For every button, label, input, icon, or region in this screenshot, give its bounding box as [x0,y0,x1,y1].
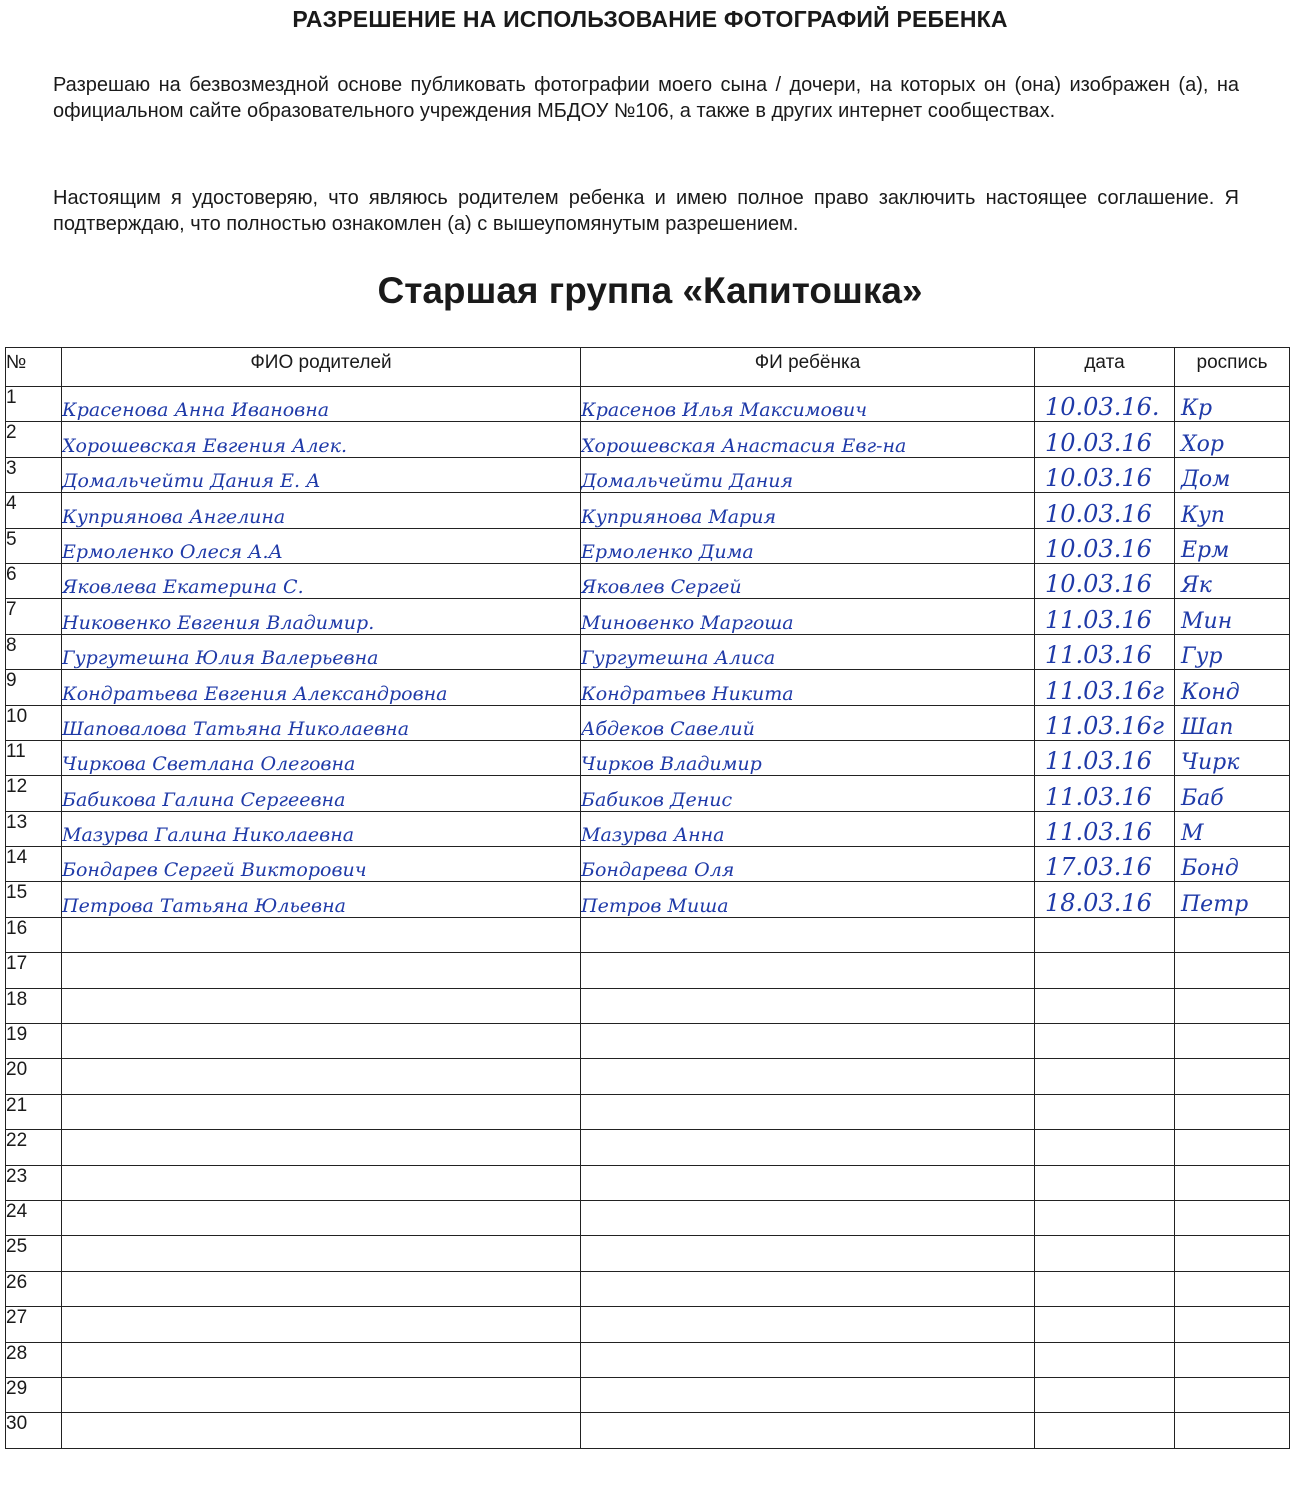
table-row [6,1413,1290,1448]
table-row [6,1200,1290,1235]
row-number: 14 [6,847,62,882]
date-cell [1035,1165,1175,1200]
date-cell [1035,1236,1175,1271]
date-cell: 11.03.16 [1035,776,1175,811]
row-number: 28 [6,1342,62,1377]
column-header-signature: роспись [1175,348,1290,387]
parent-name-cell [62,1236,581,1271]
signature-cell: Баб [1175,776,1290,811]
table-row [6,670,1290,705]
parent-name-cell: Петрова Татьяна Юльевна [62,882,581,917]
parent-name-cell [62,1165,581,1200]
table-row [6,705,1290,740]
row-number: 7 [6,599,62,634]
signature-cell: Кр [1175,387,1290,422]
date-cell [1035,917,1175,952]
parent-name-cell: Никовенко Евгения Владимир. [62,599,581,634]
column-header-child-name: ФИ ребёнка [581,348,1035,387]
date-cell: 11.03.16 [1035,811,1175,846]
row-number: 20 [6,1059,62,1094]
signature-cell [1175,1377,1290,1412]
child-name-cell [581,1200,1035,1235]
table-row [6,776,1290,811]
child-name-cell [581,1236,1035,1271]
child-name-cell: Миновенко Маргоша [581,599,1035,634]
signature-cell: М [1175,811,1290,846]
row-number: 9 [6,670,62,705]
date-cell: 18.03.16 [1035,882,1175,917]
signature-cell [1175,1271,1290,1306]
table-row [6,1342,1290,1377]
child-name-cell: Бондарева Оля [581,847,1035,882]
row-number: 2 [6,422,62,457]
date-cell [1035,1200,1175,1235]
consent-table [5,347,1290,1449]
table-row [6,1024,1290,1059]
parent-name-cell: Ермоленко Олеся А.А [62,528,581,563]
parent-name-cell: Чиркова Светлана Олеговна [62,740,581,775]
date-cell: 10.03.16 [1035,528,1175,563]
parent-name-cell: Мазурва Галина Николаевна [62,811,581,846]
signature-cell [1175,953,1290,988]
table-row [6,422,1290,457]
signature-cell [1175,1342,1290,1377]
signature-cell: Мин [1175,599,1290,634]
signature-cell [1175,1236,1290,1271]
table-row [6,563,1290,598]
permission-paragraph: Разрешаю на безвозмездной основе публиковать фотографии моего сына / дочери, на которых он (она) изображен (а), на официальном сайте образовательного учреждения МБДОУ №106, а также в других интернет сообществах. [53,74,1239,122]
table-row [6,1377,1290,1412]
signature-cell [1175,1413,1290,1448]
child-name-cell: Гургутешна Алиса [581,634,1035,669]
parent-name-cell: Бабикова Галина Сергеевна [62,776,581,811]
signature-cell: Хор [1175,422,1290,457]
table-row [6,634,1290,669]
parent-name-cell [62,1094,581,1129]
table-row [6,1271,1290,1306]
table-row [6,1165,1290,1200]
signature-cell: Бонд [1175,847,1290,882]
child-name-cell: Домальчейти Дания [581,457,1035,492]
date-cell [1035,1059,1175,1094]
table-row [6,493,1290,528]
date-cell [1035,1094,1175,1129]
date-cell: 10.03.16. [1035,387,1175,422]
signature-cell [1175,1307,1290,1342]
signature-cell [1175,988,1290,1023]
signature-cell [1175,1024,1290,1059]
column-header-parent-name: ФИО родителей [62,348,581,387]
date-cell: 10.03.16 [1035,457,1175,492]
date-cell [1035,1342,1175,1377]
child-name-cell [581,988,1035,1023]
row-number: 18 [6,988,62,1023]
parent-name-cell [62,1271,581,1306]
parent-name-cell [62,1413,581,1448]
row-number: 15 [6,882,62,917]
child-name-cell: Бабиков Денис [581,776,1035,811]
child-name-cell [581,1413,1035,1448]
date-cell: 10.03.16 [1035,493,1175,528]
row-number: 21 [6,1094,62,1129]
table-header-row [6,348,1290,387]
child-name-cell: Куприянова Мария [581,493,1035,528]
table-row [6,457,1290,492]
child-name-cell [581,1342,1035,1377]
parent-name-cell [62,1342,581,1377]
date-cell: 11.03.16г [1035,670,1175,705]
date-cell: 10.03.16 [1035,563,1175,598]
table-row [6,1059,1290,1094]
row-number: 26 [6,1271,62,1306]
child-name-cell: Красенов Илья Максимович [581,387,1035,422]
row-number: 22 [6,1130,62,1165]
document-title: РАЗРЕШЕНИЕ НА ИСПОЛЬЗОВАНИЕ ФОТОГРАФИЙ РЕБЕНКА [292,6,1008,32]
row-number: 13 [6,811,62,846]
parent-name-cell [62,917,581,952]
row-number: 25 [6,1236,62,1271]
date-cell [1035,1377,1175,1412]
table-row [6,847,1290,882]
parent-name-cell: Хорошевская Евгения Алек. [62,422,581,457]
row-number: 27 [6,1307,62,1342]
child-name-cell [581,1165,1035,1200]
signature-cell: Петр [1175,882,1290,917]
row-number: 24 [6,1200,62,1235]
row-number: 5 [6,528,62,563]
child-name-cell [581,1377,1035,1412]
parent-name-cell [62,988,581,1023]
table-row [6,988,1290,1023]
date-cell [1035,1413,1175,1448]
signature-cell: Як [1175,563,1290,598]
row-number: 4 [6,493,62,528]
signature-cell: Шап [1175,705,1290,740]
row-number: 1 [6,387,62,422]
row-number: 11 [6,740,62,775]
table-row [6,1236,1290,1271]
signature-cell [1175,1165,1290,1200]
row-number: 8 [6,634,62,669]
row-number: 29 [6,1377,62,1412]
date-cell: 11.03.16 [1035,634,1175,669]
parent-name-cell [62,1200,581,1235]
row-number: 16 [6,917,62,952]
date-cell [1035,1130,1175,1165]
row-number: 3 [6,457,62,492]
row-number: 19 [6,1024,62,1059]
row-number: 10 [6,705,62,740]
row-number: 17 [6,953,62,988]
signature-cell: Ерм [1175,528,1290,563]
row-number: 6 [6,563,62,598]
child-name-cell: Хорошевская Анастасия Евг-на [581,422,1035,457]
signature-cell: Куп [1175,493,1290,528]
row-number: 30 [6,1413,62,1448]
signature-cell: Гур [1175,634,1290,669]
parent-name-cell: Домальчейти Дания Е. А [62,457,581,492]
child-name-cell [581,1094,1035,1129]
child-name-cell [581,953,1035,988]
child-name-cell: Мазурва Анна [581,811,1035,846]
table-row [6,953,1290,988]
table-body [6,387,1290,1449]
table-row [6,917,1290,952]
child-name-cell [581,1271,1035,1306]
column-header-date: дата [1035,348,1175,387]
signature-cell [1175,1094,1290,1129]
parent-name-cell [62,1377,581,1412]
signature-sheet [5,347,1289,1485]
child-name-cell [581,1059,1035,1094]
table-row [6,740,1290,775]
column-header-number: № [6,348,62,387]
parent-name-cell [62,1059,581,1094]
date-cell: 11.03.16 [1035,740,1175,775]
parent-name-cell: Красенова Анна Ивановна [62,387,581,422]
date-cell [1035,1307,1175,1342]
date-cell: 10.03.16 [1035,422,1175,457]
table-row [6,882,1290,917]
table-row [6,811,1290,846]
signature-cell [1175,1130,1290,1165]
parent-name-cell: Гургутешна Юлия Валерьевна [62,634,581,669]
signature-cell: Чирк [1175,740,1290,775]
certification-paragraph: Настоящим я удостоверяю, что являюсь родителем ребенка и имею полное право заключить настоящее соглашение. Я подтверждаю, что полностью ознакомлен (а) с вышеупомянутым разрешением. [53,187,1239,235]
child-name-cell [581,1130,1035,1165]
parent-name-cell: Яковлева Екатерина С. [62,563,581,598]
date-cell: 11.03.16г [1035,705,1175,740]
date-cell [1035,953,1175,988]
child-name-cell: Петров Миша [581,882,1035,917]
signature-cell: Дом [1175,457,1290,492]
row-number: 12 [6,776,62,811]
row-number: 23 [6,1165,62,1200]
signature-cell [1175,1200,1290,1235]
table-row [6,1094,1290,1129]
child-name-cell: Яковлев Сергей [581,563,1035,598]
signature-cell: Конд [1175,670,1290,705]
table-row [6,528,1290,563]
table-row [6,387,1290,422]
group-title: Старшая группа «Капитошка» [377,270,923,311]
child-name-cell [581,917,1035,952]
table-row [6,1307,1290,1342]
parent-name-cell [62,953,581,988]
date-cell: 17.03.16 [1035,847,1175,882]
child-name-cell: Ермоленко Дима [581,528,1035,563]
child-name-cell: Абдеков Савелий [581,705,1035,740]
child-name-cell [581,1307,1035,1342]
signature-cell [1175,917,1290,952]
table-row [6,1130,1290,1165]
date-cell [1035,1024,1175,1059]
parent-name-cell [62,1307,581,1342]
parent-name-cell: Шаповалова Татьяна Николаевна [62,705,581,740]
date-cell: 11.03.16 [1035,599,1175,634]
parent-name-cell: Бондарев Сергей Викторович [62,847,581,882]
child-name-cell: Чирков Владимир [581,740,1035,775]
child-name-cell: Кондратьев Никита [581,670,1035,705]
table-row [6,599,1290,634]
parent-name-cell [62,1024,581,1059]
parent-name-cell: Кондратьева Евгения Александровна [62,670,581,705]
parent-name-cell [62,1130,581,1165]
signature-cell [1175,1059,1290,1094]
parent-name-cell: Куприянова Ангелина [62,493,581,528]
date-cell [1035,1271,1175,1306]
date-cell [1035,988,1175,1023]
child-name-cell [581,1024,1035,1059]
